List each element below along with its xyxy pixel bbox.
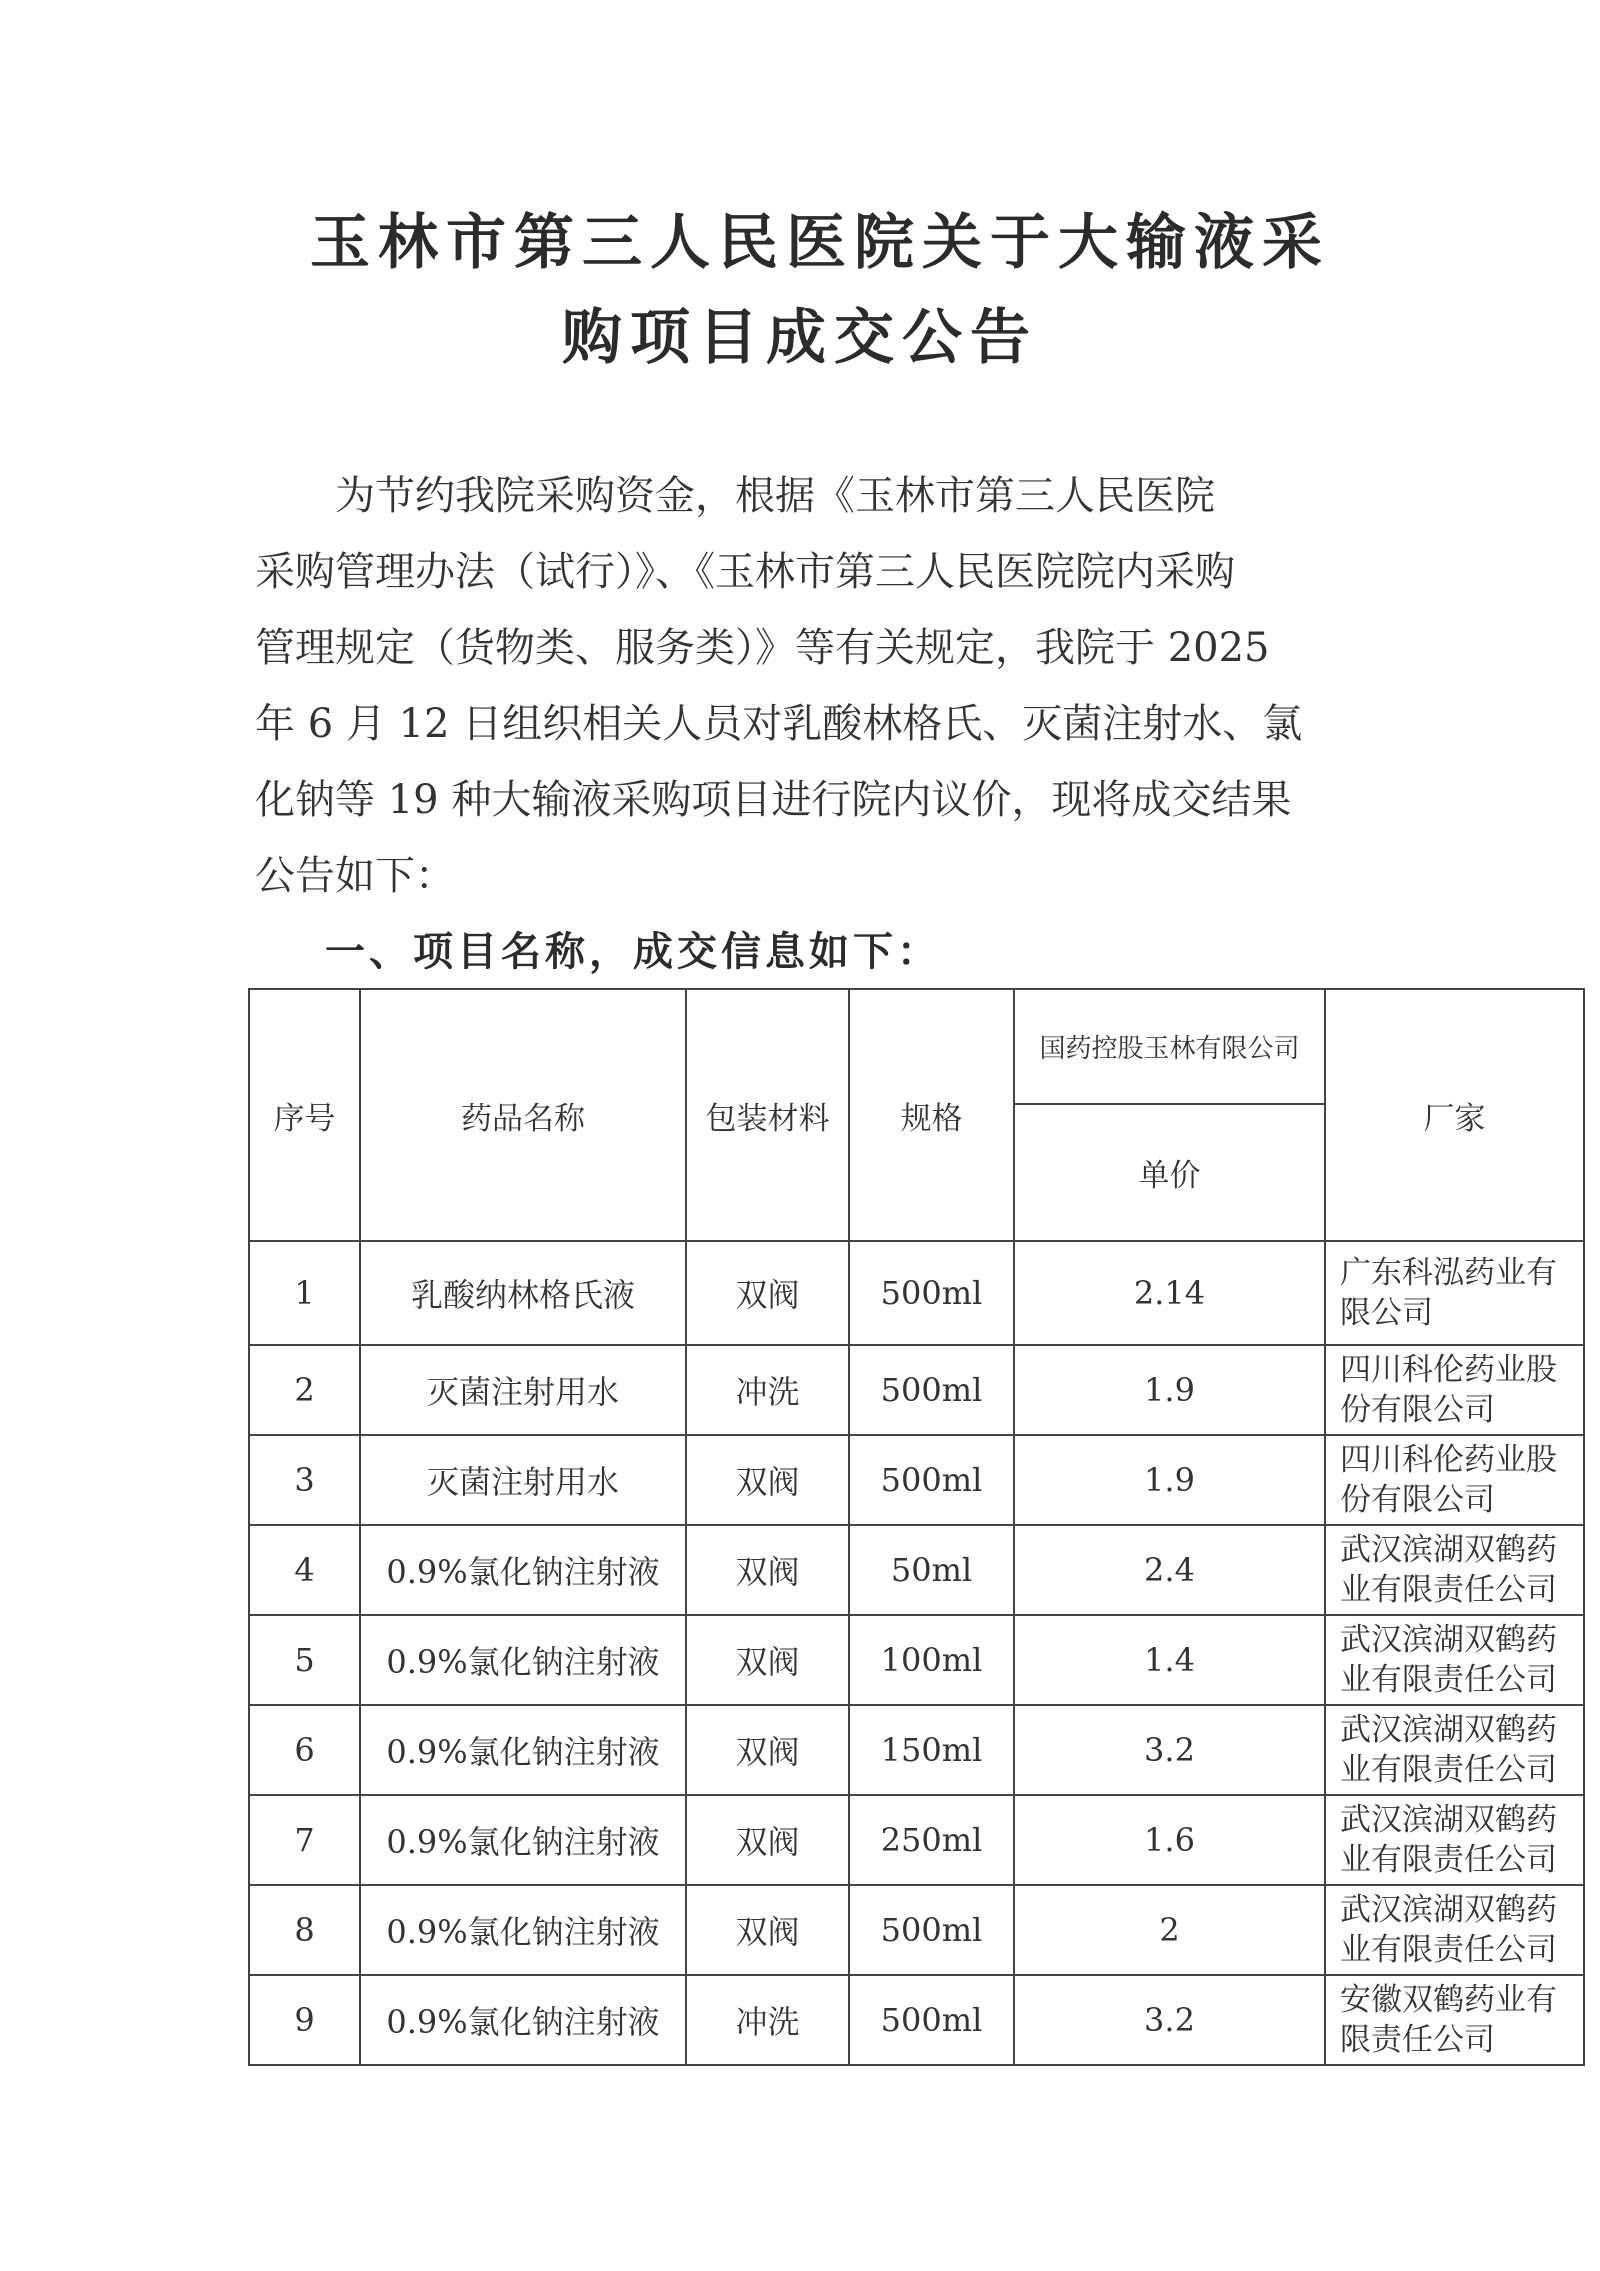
- cell-no: 1: [249, 1241, 360, 1345]
- header-no: 序号: [249, 989, 360, 1241]
- cell-price: 3.2: [1014, 1975, 1325, 2065]
- manufacturer-line2: 业有限责任公司: [1340, 1752, 1557, 1788]
- cell-no: 3: [249, 1435, 360, 1525]
- cell-name: 0.9%氯化钠注射液: [360, 1525, 686, 1615]
- intro-line: 化钠等 19 种大输液采购项目进行院内议价，现将成交结果: [255, 777, 1292, 823]
- header-unit-price: 单价: [1014, 1104, 1325, 1241]
- intro-line: 年 6 月 12 日组织相关人员对乳酸林格氏、灭菌注射水、氯: [255, 701, 1303, 747]
- cell-packaging: 双阀: [686, 1615, 849, 1705]
- header-manufacturer: 厂家: [1325, 989, 1584, 1241]
- manufacturer-line2: 份有限公司: [1340, 1482, 1495, 1518]
- cell-spec: 100ml: [849, 1615, 1014, 1705]
- table-row: [249, 1435, 1584, 1525]
- manufacturer-line1: 武汉滨湖双鹤药: [1340, 1802, 1557, 1838]
- cell-price: 2: [1014, 1885, 1325, 1975]
- table-row: [249, 1885, 1584, 1975]
- cell-manufacturer: [1325, 1885, 1584, 1975]
- cell-spec: 500ml: [849, 1345, 1014, 1435]
- cell-spec: 50ml: [849, 1525, 1014, 1615]
- header-spec: 规格: [849, 989, 1014, 1241]
- cell-packaging: 双阀: [686, 1435, 849, 1525]
- manufacturer-line1: 武汉滨湖双鹤药: [1340, 1892, 1557, 1928]
- cell-spec: 150ml: [849, 1705, 1014, 1795]
- manufacturer-line2: 份有限公司: [1340, 1392, 1495, 1428]
- cell-spec: 500ml: [849, 1885, 1014, 1975]
- cell-name: 0.9%氯化钠注射液: [360, 1795, 686, 1885]
- manufacturer-line1: 武汉滨湖双鹤药: [1340, 1532, 1557, 1568]
- table-row: [249, 1345, 1584, 1435]
- cell-spec: 500ml: [849, 1241, 1014, 1345]
- cell-packaging: 双阀: [686, 1525, 849, 1615]
- cell-manufacturer: [1325, 1705, 1584, 1795]
- cell-manufacturer: [1325, 1241, 1584, 1345]
- cell-packaging: 双阀: [686, 1705, 849, 1795]
- cell-no: 7: [249, 1795, 360, 1885]
- manufacturer-line1: 安徽双鹤药业有: [1340, 1982, 1557, 2018]
- cell-name: 0.9%氯化钠注射液: [360, 1885, 686, 1975]
- table-row: [249, 1615, 1584, 1705]
- cell-manufacturer: [1325, 1435, 1584, 1525]
- cell-price: 1.9: [1014, 1435, 1325, 1525]
- cell-packaging: 冲洗: [686, 1975, 849, 2065]
- manufacturer-line1: 四川科伦药业股: [1340, 1352, 1557, 1388]
- cell-spec: 250ml: [849, 1795, 1014, 1885]
- intro-line: 采购管理办法（试行）》、《玉林市第三人民医院院内采购: [255, 549, 1235, 595]
- cell-manufacturer: [1325, 1525, 1584, 1615]
- table-row: [249, 1525, 1584, 1615]
- intro-line: 为节约我院采购资金，根据《玉林市第三人民医院: [335, 473, 1215, 519]
- manufacturer-line2: 限公司: [1340, 1295, 1433, 1331]
- header-supplier: 国药控股玉林有限公司: [1014, 989, 1325, 1104]
- cell-no: 8: [249, 1885, 360, 1975]
- cell-no: 4: [249, 1525, 360, 1615]
- cell-price: 3.2: [1014, 1705, 1325, 1795]
- manufacturer-line1: 武汉滨湖双鹤药: [1340, 1712, 1557, 1748]
- manufacturer-line1: 四川科伦药业股: [1340, 1442, 1557, 1478]
- cell-name: 0.9%氯化钠注射液: [360, 1615, 686, 1705]
- manufacturer-line1: 广东科泓药业有: [1340, 1255, 1557, 1291]
- cell-no: 2: [249, 1345, 360, 1435]
- header-name: 药品名称: [360, 989, 686, 1241]
- intro-line: 公告如下：: [255, 853, 455, 899]
- cell-packaging: 双阀: [686, 1885, 849, 1975]
- cell-spec: 500ml: [849, 1435, 1014, 1525]
- cell-manufacturer: [1325, 1795, 1584, 1885]
- cell-name: 乳酸纳林格氏液: [360, 1241, 686, 1345]
- cell-manufacturer: [1325, 1975, 1584, 2065]
- cell-name: 0.9%氯化钠注射液: [360, 1705, 686, 1795]
- cell-packaging: 冲洗: [686, 1345, 849, 1435]
- results-table: [248, 988, 1585, 2066]
- cell-manufacturer: [1325, 1615, 1584, 1705]
- cell-packaging: 双阀: [686, 1241, 849, 1345]
- intro-line: 管理规定（货物类、服务类）》等有关规定，我院于 2025: [255, 625, 1270, 671]
- intro-paragraph: [255, 458, 1410, 914]
- cell-no: 5: [249, 1615, 360, 1705]
- cell-price: 1.4: [1014, 1615, 1325, 1705]
- cell-price: 2.4: [1014, 1525, 1325, 1615]
- cell-manufacturer: [1325, 1345, 1584, 1435]
- table-header-row: [249, 989, 1584, 1104]
- manufacturer-line2: 限责任公司: [1340, 2022, 1495, 2058]
- table-row: [249, 1975, 1584, 2065]
- cell-spec: 500ml: [849, 1975, 1014, 2065]
- document-title-line2: 购项目成交公告: [562, 303, 1038, 373]
- cell-price: 1.9: [1014, 1345, 1325, 1435]
- document-title-line1: 玉林市第三人民医院关于大输液采: [310, 208, 1330, 278]
- header-packaging: 包装材料: [686, 989, 849, 1241]
- cell-name: 灭菌注射用水: [360, 1435, 686, 1525]
- manufacturer-line2: 业有限责任公司: [1340, 1842, 1557, 1878]
- manufacturer-line2: 业有限责任公司: [1340, 1662, 1557, 1698]
- manufacturer-line2: 业有限责任公司: [1340, 1932, 1557, 1968]
- cell-no: 6: [249, 1705, 360, 1795]
- table-row: [249, 1795, 1584, 1885]
- table-row: [249, 1241, 1584, 1345]
- cell-no: 9: [249, 1975, 360, 2065]
- cell-packaging: 双阀: [686, 1795, 849, 1885]
- cell-name: 0.9%氯化钠注射液: [360, 1975, 686, 2065]
- cell-name: 灭菌注射用水: [360, 1345, 686, 1435]
- manufacturer-line2: 业有限责任公司: [1340, 1572, 1557, 1608]
- section-heading: 一、项目名称，成交信息如下：: [325, 929, 941, 975]
- table-row: [249, 1705, 1584, 1795]
- cell-price: 2.14: [1014, 1241, 1325, 1345]
- manufacturer-line1: 武汉滨湖双鹤药: [1340, 1622, 1557, 1658]
- cell-price: 1.6: [1014, 1795, 1325, 1885]
